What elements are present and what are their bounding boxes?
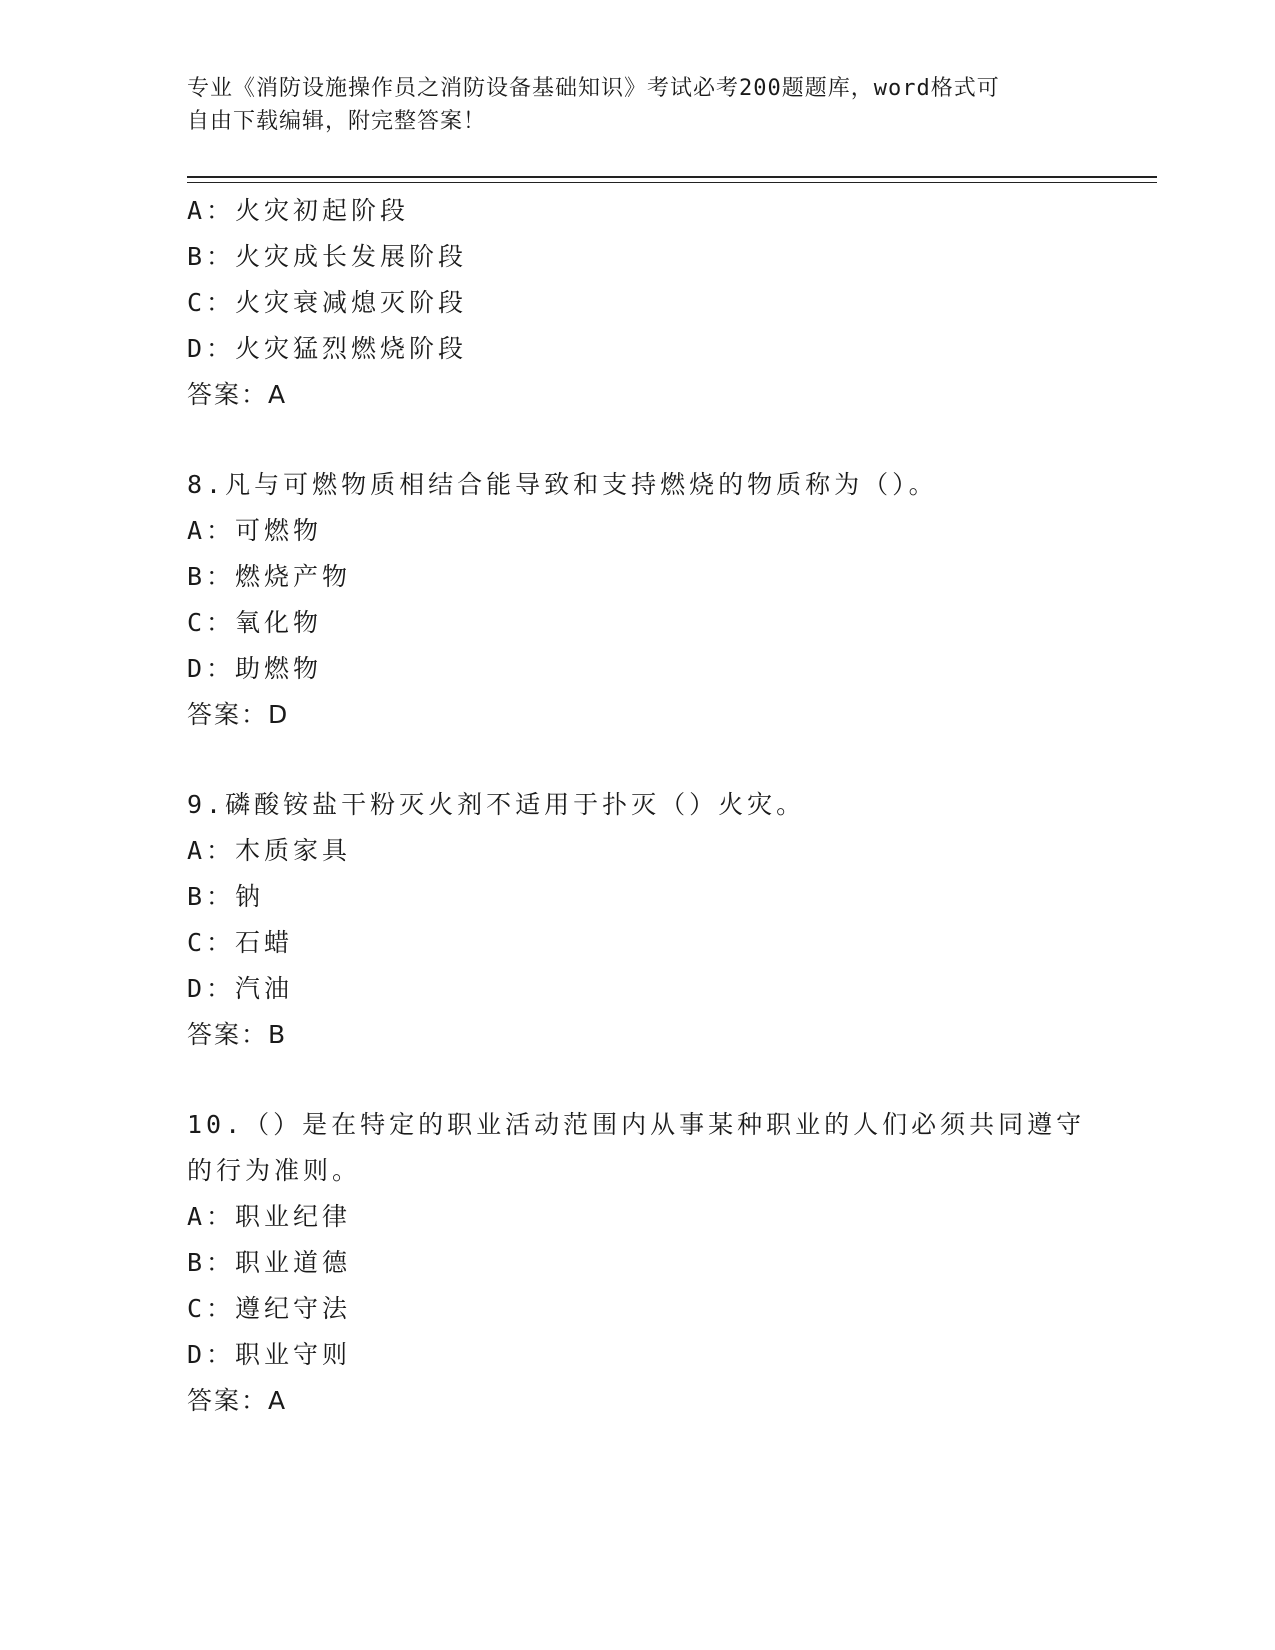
question-10: [187, 1102, 1087, 1424]
spacer: [187, 738, 1087, 782]
header-line-2: 自由下载编辑，附完整答案！: [187, 109, 487, 134]
option-a: A：职业纪律: [187, 1202, 352, 1231]
header-divider-thin: [187, 182, 1157, 183]
header-divider-thick: [187, 176, 1157, 178]
header-line-1: 专业《消防设施操作员之消防设备基础知识》考试必考200题题库，word格式可: [187, 76, 1000, 101]
question-text: 9.磷酸铵盐干粉灭火剂不适用于扑灭（）火灾。: [187, 790, 806, 819]
question-text: 8.凡与可燃物质相结合能导致和支持燃烧的物质称为（）。: [187, 470, 938, 499]
option-c: C：遵纪守法: [187, 1294, 352, 1323]
option-d: D：汽油: [187, 974, 294, 1003]
option-b: B：火灾成长发展阶段: [187, 242, 468, 271]
option-a: A：木质家具: [187, 836, 352, 865]
option-a: A：火灾初起阶段: [187, 196, 410, 225]
question-list: [187, 188, 1087, 1424]
answer: 答案：A: [187, 380, 288, 409]
option-b: B：钠: [187, 882, 265, 911]
question-8: [187, 462, 1087, 738]
option-b: B：职业道德: [187, 1248, 352, 1277]
answer: 答案：B: [187, 1020, 288, 1049]
answer: 答案：D: [187, 700, 290, 729]
option-c: C：石蜡: [187, 928, 294, 957]
question-7: [187, 188, 1087, 418]
option-d: D：职业守则: [187, 1340, 352, 1369]
option-c: C：氧化物: [187, 608, 323, 637]
option-d: D：火灾猛烈燃烧阶段: [187, 334, 468, 363]
answer: 答案：A: [187, 1386, 288, 1415]
question-9: [187, 782, 1087, 1058]
spacer: [187, 1058, 1087, 1102]
option-b: B：燃烧产物: [187, 562, 352, 591]
document-header: [187, 72, 1067, 138]
spacer: [187, 418, 1087, 462]
option-d: D：助燃物: [187, 654, 323, 683]
option-a: A：可燃物: [187, 516, 323, 545]
question-text-line-2: 的行为准则。: [187, 1156, 362, 1185]
option-c: C：火灾衰减熄灭阶段: [187, 288, 468, 317]
question-text-line-1: 10.（）是在特定的职业活动范围内从事某种职业的人们必须共同遵守: [187, 1110, 1086, 1139]
